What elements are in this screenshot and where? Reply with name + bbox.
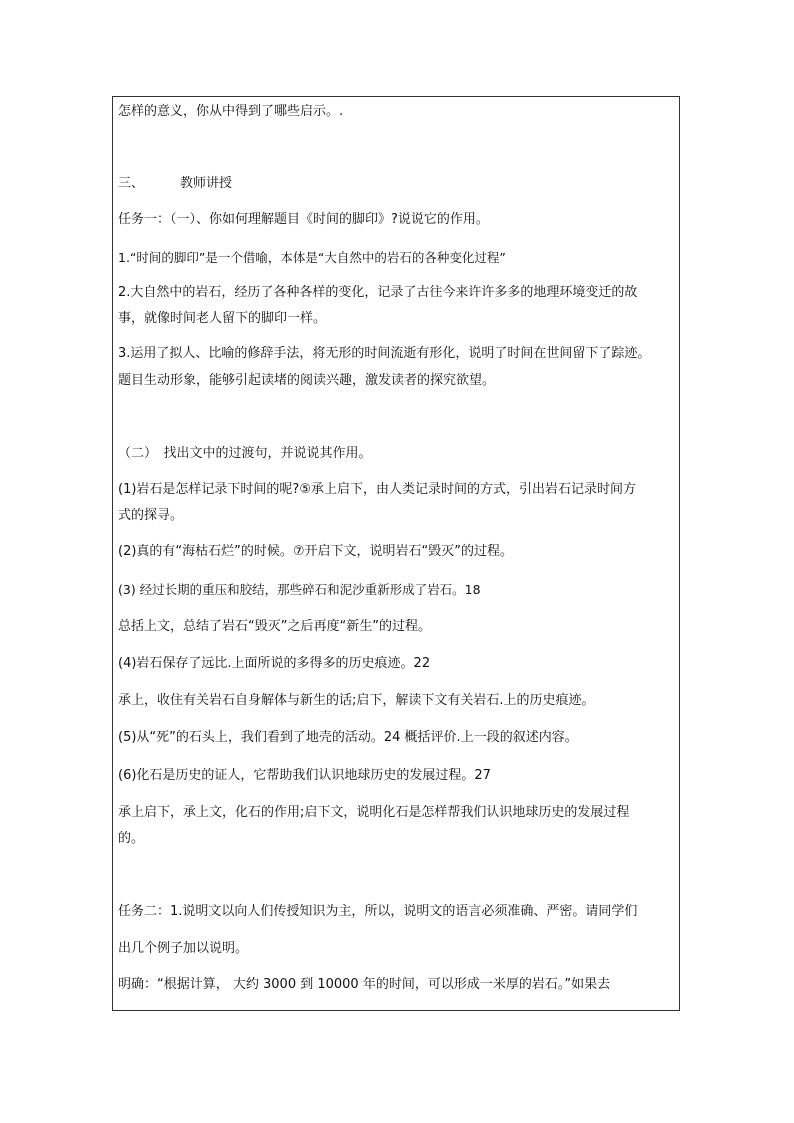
- text-line: (3) 经过长期的重压和胶结，那些碎石和泥沙重新形成了岩石。18: [118, 582, 481, 597]
- text-line: 总括上文，总结了岩石“毁灭”之后再度“新生”的过程。: [118, 619, 431, 634]
- text-line: 1.“时间的脚印”是一个借喻，本体是“大自然中的岩石的各种变化过程”: [118, 250, 506, 265]
- text-line: 任务一：（一）、你如何理解题目《时间的脚印》?说说它的作用。: [118, 212, 489, 227]
- text-line: (1)岩石是怎样记录下时间的呢?⑤承上启下，由人类记录时间的方式，引出岩石记录时间方: [118, 482, 636, 497]
- text-line: 式的探寻。: [118, 508, 184, 523]
- section-number: 三、: [118, 176, 145, 191]
- text-line: (2)真的有“海枯石烂”的时候。⑦开启下文，说明岩石“毁灭”的过程。: [118, 544, 514, 559]
- subsection-heading: （二） 找出文中的过渡句，并说说其作用。: [118, 446, 372, 461]
- text-line: 任务二：1.说明文以向人们传授知识为主，所以，说明文的语言必须准确、严密。请同学们: [118, 904, 638, 919]
- text-line: 题目生动形象，能够引起读堵的阅读兴趣，激发读者的探究欲望。: [118, 373, 496, 388]
- section-heading: [118, 175, 232, 193]
- text-line: 怎样的意义，你从中得到了哪些启示。.: [118, 104, 344, 119]
- text-line: 明确：“根据计算， 大约 3000 到 10000 年的时间，可以形成一米厚的岩石。”如果去: [118, 977, 611, 992]
- text-line: 事，就像时间老人留下的脚印一样。: [118, 311, 327, 326]
- text-line: (5)从“死”的石头上，我们看到了地壳的活动。24 概括评价.上一段的叙述内容。: [118, 730, 578, 745]
- text-line: 承上启下，承上文，化石的作用;启下文，说明化石是怎样帮我们认识地球历史的发展过程: [118, 805, 630, 820]
- text-line: (4)岩石保存了远比.上面所说的多得多的历史痕迹。22: [118, 656, 431, 671]
- text-line: 2.大自然中的岩石，经历了各种各样的变化，记录了古往今来许许多多的地理环境变迁的故: [118, 285, 638, 300]
- text-line: 的。: [118, 831, 145, 846]
- text-line: 出几个例子加以说明。: [118, 941, 249, 956]
- text-line: (6)化石是历史的证人，它帮助我们认识地球历史的发展过程。27: [118, 768, 491, 783]
- text-line: 承上，收住有关岩石自身解体与新生的话;启下，解读下文有关岩石.上的历史痕迹。: [118, 693, 595, 708]
- section-title: 教师讲授: [180, 176, 233, 191]
- text-line: 3.运用了拟人、比喻的修辞手法，将无形的时间流逝有形化，说明了时间在世间留下了踪迹。: [118, 346, 651, 361]
